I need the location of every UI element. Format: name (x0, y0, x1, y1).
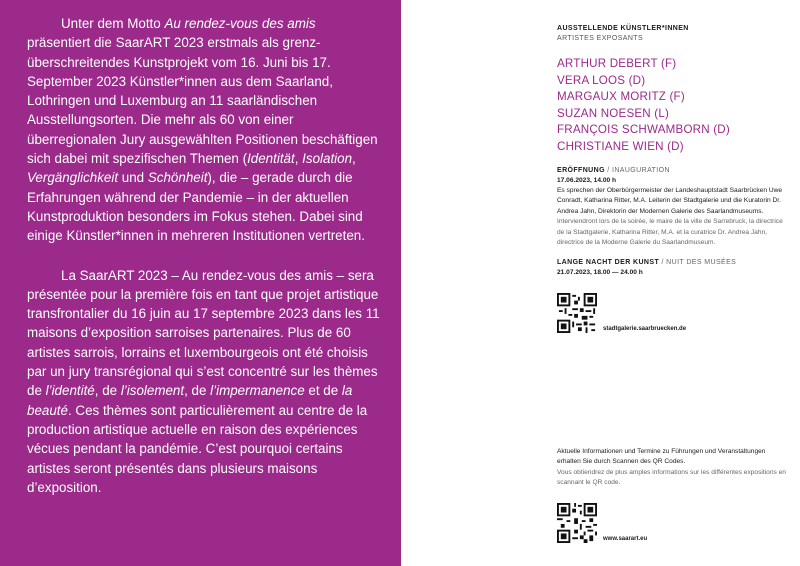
info-content (557, 24, 789, 333)
intro-german: Unter dem Motto Au rendez-vous des amis präsentiert die SaarART 2023 erstmals als grenzüberschreitendes Kunstprojekt vom 16. Juni bis 17. September 2023 Künstler*innen aus dem Saarland, Lothringen und Luxemburg an 11 saarländischen Ausstellungsorten. Die mehr als 60 von einer überregionalen Jury ausgewählten Positionen beschäftigen sich dabei mit spezifischen Themen (Identität, Isolation, Vergänglichkeit und Schönheit), die – gerade durch die Erfahrungen während der Pandemie – in der aktuellen Kunstproduktion besonders im Fokus stehen. Dabei sind einige Künstler*innen in mehreren Institutionen vertreten. (27, 16, 378, 244)
website-link-saarart[interactable]: www.saarart.eu (603, 535, 648, 542)
opening-label-de: ERÖFFNUNG (557, 166, 605, 174)
opening-text-de: Es sprechen der Oberbürgermeister der Landeshauptstadt Saarbrücken Uwe Conradt, Katharina Ritter, M.A. Leiterin der Stadtgalerie und die Kuratorin Dr. Andrea Jahn, Direktorin der Modernen Galerie des Saarlandmuseums. (557, 186, 783, 215)
info-footer (557, 447, 789, 543)
qr-code-icon[interactable] (557, 293, 597, 333)
info-panel (401, 0, 800, 566)
opening-section (557, 166, 789, 249)
website-link-stadtgalerie[interactable]: stadtgalerie.saarbruecken.de (603, 325, 687, 332)
artist-item: VERA LOOS (D) (557, 73, 646, 87)
qr-code-icon[interactable] (557, 503, 597, 543)
artist-item: FRANÇOIS SCHWAMBORN (D) (557, 123, 730, 137)
opening-label-fr: / INAUGURATION (607, 166, 670, 174)
artist-item: SUZAN NOESEN (L) (557, 106, 670, 120)
artist-item: MARGAUX MORITZ (F) (557, 90, 685, 104)
artist-item: ARTHUR DEBERT (F) (557, 57, 677, 70)
opening-text-fr: Interviendront lors de la soirée, le maire de la ville de Sarrebruck, la directrice de la Stadtgalerie, Katharina Ritter, M.A. et la curatrice Dr. Andrea Jahn, directrice de la Moderne Galerie du Saarlandmuseum. (557, 218, 783, 246)
qr-block-2 (557, 503, 789, 543)
info-text-fr: Vous obtiendrez de plus amples informations sur les différentes expositions en scannant le QR code. (557, 468, 786, 487)
qr-block-1 (557, 293, 789, 333)
opening-date: 17.06.2023, 14.00 h (557, 176, 617, 184)
artist-item: CHRISTIANE WIEN (D) (557, 139, 684, 153)
artists-label-fr: ARTISTES EXPOSANTS (557, 35, 644, 42)
artists-label-de: AUSSTELLENDE KÜNSTLER*INNEN (557, 25, 689, 32)
info-text-de: Aktuelle Informationen und Termine zu Führungen und Veranstaltungen erhalten Sie durch Scannen des QR Codes. (557, 448, 766, 466)
night-date: 21.07.2023, 18.00 — 24.00 h (557, 269, 643, 277)
night-section (557, 258, 789, 278)
intro-french: La SaarART 2023 – Au rendez-vous des amis – sera présentée pour la première fois en tant que projet artistique transfrontalier du 16 juin au 17 septembre 2023 dans les 11 maisons d’exposition sarroises partenaires. Plus de 60 artistes sarrois, lorrains et luxembourgeois ont été choisis par un jury transrégional qui s’est concentré sur les thèmes de l’identité, de l’isolement, de l’impermanence et de la beauté. Ces thèmes sont particulièrement au centre de la production artistique actuelle en raison des expériences vécues pendant la pandémie. C’est pourquoi certains artistes seront présentés dans plusieurs maisons d’exposition. (27, 267, 380, 495)
night-label-fr: / NUIT DES MUSÉES (661, 259, 737, 267)
night-label-de: LANGE NACHT DER KUNST (557, 259, 660, 267)
artist-list (557, 56, 789, 156)
